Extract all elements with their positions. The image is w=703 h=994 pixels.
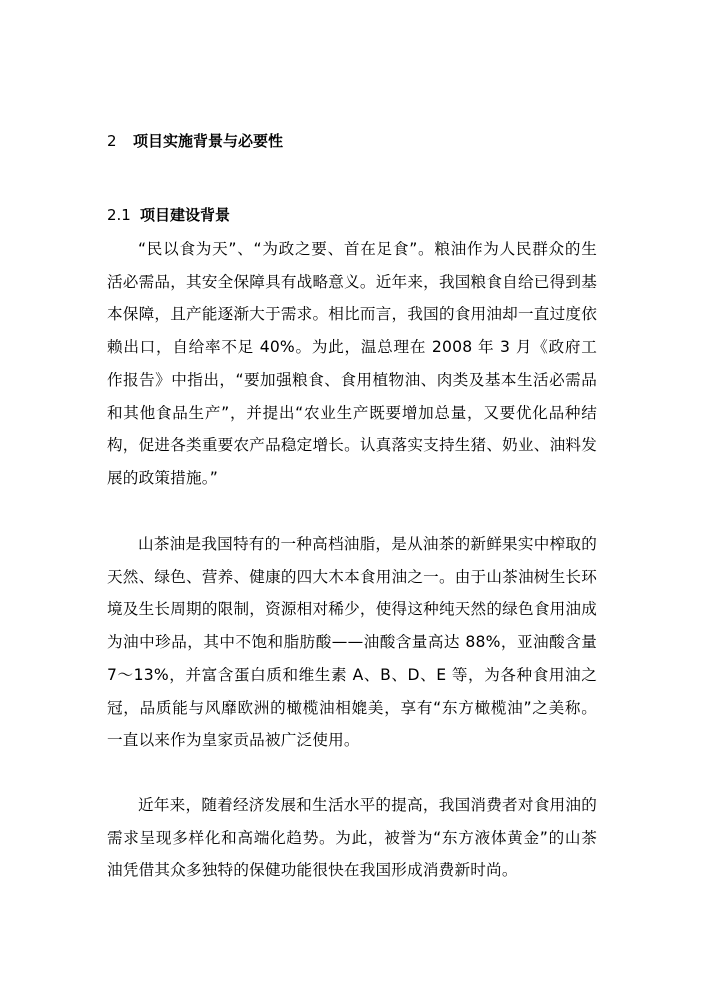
subsection-heading — [107, 205, 230, 225]
section-heading — [107, 131, 283, 151]
paragraph-camellia-oil: 山茶油是我国特有的一种高档油脂，是从油茶的新鲜果实中榨取的天然、绿色、营养、健康的四大木本食用油之一。由于山茶油树生长环境及生长周期的限制，资源相对稀少，使得这种纯天然的绿色食用油成为油中珍品，其中不饱和脂肪酸——油酸含量高达 88%，亚油酸含量 7～13%，并富含蛋白质和维生素 A、B、D、E 等，为各种食用油之冠，品质能与风靡欧洲的橄榄油相媲美，享有“东方橄榄油”之美称。一直以来作为皇家贡品被广泛使用。 — [107, 535, 597, 750]
paragraph-consumer-trend: 近年来，随着经济发展和生活水平的提高，我国消费者对食用油的需求呈现多样化和高端化趋势。为此，被誉为“东方液体黄金”的山茶油凭借其众多独特的保健功能很快在我国形成消费新时尚。 — [107, 796, 597, 880]
subsection-number: 2.1 — [107, 206, 131, 224]
section-number: 2 — [107, 132, 117, 150]
section-title: 项目实施背景与必要性 — [133, 132, 284, 150]
subsection-title: 项目建设背景 — [140, 206, 231, 224]
paragraph-food-security: “民以食为天”、“为政之要、首在足食”。粮油作为人民群众的生活必需品，其安全保障具有战略意义。近年来，我国粮食自给已得到基本保障，且产能逐渐大于需求。相比而言，我国的食用油却一直过度依赖出口，自给率不足 40%。为此，温总理在 2008 年 3 月《政府工作报告》中指出，“要加强粮食、食用植物油、肉类及基本生活必需品和其他食品生产”，并提出“农业生产既要增加总量，又要优化品种结构，促进各类重要农产品稳定增长。认真落实支持生猪、奶业、油料发展的政策措施。” — [107, 240, 597, 487]
